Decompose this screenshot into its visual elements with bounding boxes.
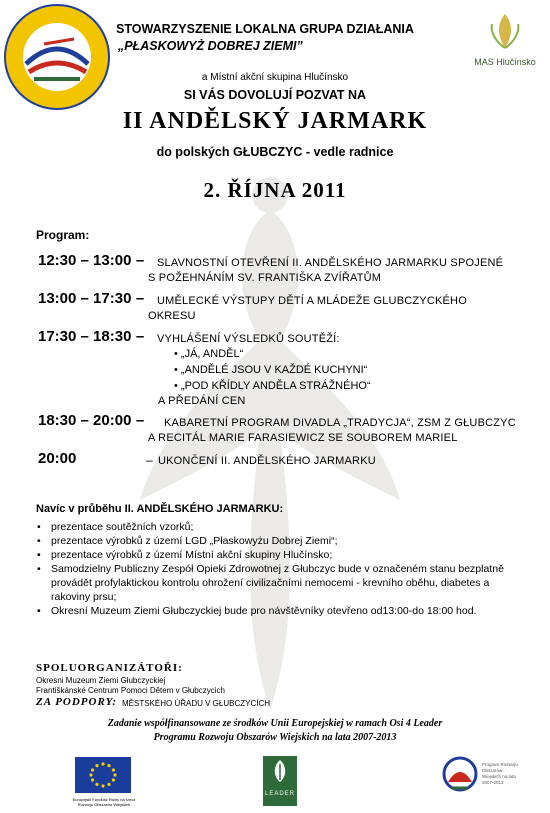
contest-item: • „POD KŘÍDLY ANDĚLA STRÁŽNÉHO“: [174, 380, 371, 392]
mas-hlucinsko-logo-icon: [468, 10, 542, 52]
program-text: UKONČENÍ II. ANDĚLSKÉHO JARMARKU: [158, 455, 376, 467]
leader-logo-icon: [263, 756, 297, 786]
event-title: II ANDĚLSKÝ JARMARK: [122, 108, 428, 134]
program-item-2: [38, 290, 144, 308]
contest-after: A PŘEDÁNÍ CEN: [158, 395, 246, 407]
program-time: 17:30 – 18:30: [38, 328, 132, 345]
contest-item: • „JÁ, ANDĚL“: [174, 348, 244, 360]
also-item: • Samodzielny Publiczny Zespół Opieki Zdrowotnej z Głubczyc bude v označeném stanu bezplatně provádět profylaktickou kontrolu ohrožení civilizačními nemocemi - krevního oběhu, diabetes a rakoviny prsu;: [34, 562, 514, 604]
mas-hlucinsko-logo-text: MAS Hlučínsko: [474, 57, 536, 67]
co-organizer-line: Okresni Muzeum Ziemi Głubczyckiej: [36, 676, 166, 685]
invite-line: SI VÁS DOVOLUJÍ POZVAT NA: [183, 88, 367, 102]
org-name-line2: „PŁASKOWYŻ DOBREJ ZIEMI”: [118, 39, 303, 53]
also-list: [34, 520, 514, 618]
prow-logo: [440, 752, 520, 800]
program-item-5: [38, 450, 76, 468]
program-item-4: [38, 412, 144, 430]
event-place: do polských GŁUBCZYC - vedle radnice: [156, 145, 394, 159]
prow-logo-icon: [440, 752, 480, 800]
also-item: • prezentace soutěžních vzorků;: [34, 520, 514, 534]
program-time: 12:30 – 13:00: [38, 252, 132, 269]
angel-watermark: [120, 170, 420, 730]
eu-caption: Europejski Fundusz Rolny na rzecz Rozwoju Obszarów Wiejskich: [72, 797, 136, 807]
program-dash: –: [135, 290, 145, 307]
org-name-line1: STOWARZYSZENIE LOKALNA GRUPA DZIAŁANIA: [116, 22, 414, 36]
program-text: KABARETNÍ PROGRAM DIVADLA „TRADYCJA“, ZSM Z GŁUBCZYC: [164, 417, 516, 429]
program-time: 13:00 – 17:30: [38, 290, 132, 307]
event-date: 2. ŘÍJNA 2011: [203, 178, 347, 202]
also-item: • prezentace výrobků z území Místní akční skupiny Hlučínsko;: [34, 548, 514, 562]
program-dash: –: [135, 328, 145, 345]
support-text: MĚSTSKÉHO ÚŘADU V GŁUBCZYCÍCH: [122, 699, 271, 708]
program-text: VYHLÁŠENÍ VÝSLEDKŮ SOUTĚŽÍ:: [157, 333, 340, 345]
leader-text: LEADER: [264, 791, 295, 797]
funding-line2: Programu Rozwoju Obszarów Wiejskich na lata 2007-2013: [153, 732, 397, 743]
support-label: ZA PODPORY:: [36, 696, 117, 708]
co-organizers-label: SPOLUORGANIZÁTOŘI:: [36, 662, 183, 674]
also-label: Navíc v průběhu II. ANDĚLSKÉHO JARMARKU:: [36, 503, 284, 515]
program-text: OKRESU: [148, 310, 196, 322]
program-time: 20:00: [38, 450, 77, 467]
program-text: S POŽEHNÁNÍM SV. FRANTIŠKA ZVÍŘATŮM: [148, 272, 382, 284]
program-text: A RECITÁL MARIE FARASIEWICZ SE SOUBOREM MARIEL: [148, 432, 458, 444]
also-item: • Okresní Muzeum Ziemi Głubczyckiej bude pro návštěvníky otevřeno od13:00-do 18:00 hod.: [34, 604, 514, 618]
eu-flag-icon: [75, 757, 131, 793]
leader-logo: [263, 756, 297, 806]
also-item: • prezentace výrobků z území LGD „Płaskowyżu Dobrej Ziemi“;: [34, 534, 514, 548]
program-label: Program:: [36, 228, 90, 242]
contest-item: • „ANDĚLÉ JSOU V KAŽDÉ KUCHYNI“: [174, 364, 368, 376]
program-text: SLAVNOSTNÍ OTEVŘENÍ II. ANDĚLSKÉHO JARMARKU SPOJENÉ: [157, 257, 504, 269]
prow-text: Program Rozwoju Obszarów Wiejskich na lata 2007-2013: [482, 762, 518, 785]
program-item-3: [38, 328, 144, 346]
partner-line: a Místní akční skupina Hlučínsko: [201, 72, 349, 83]
program-dash: –: [135, 412, 145, 429]
mas-hlucinsko-logo: [468, 10, 542, 70]
program-text: UMĚLECKÉ VÝSTUPY DĚTÍ A MLÁDEŽE GLUBCZYCKÉHO: [157, 295, 467, 307]
program-time: 18:30 – 20:00: [38, 412, 132, 429]
program-dash: –: [135, 252, 145, 269]
funding-line1: Zadanie współfinansowane ze środków Unii Europejskiej w ramach Osi 4 Leader: [107, 718, 443, 729]
program-item-1: [38, 252, 144, 270]
program-dash: –: [146, 453, 153, 467]
co-organizer-line: Františkánské Centrum Pomoci Dětem v Głubczycich: [36, 686, 225, 695]
